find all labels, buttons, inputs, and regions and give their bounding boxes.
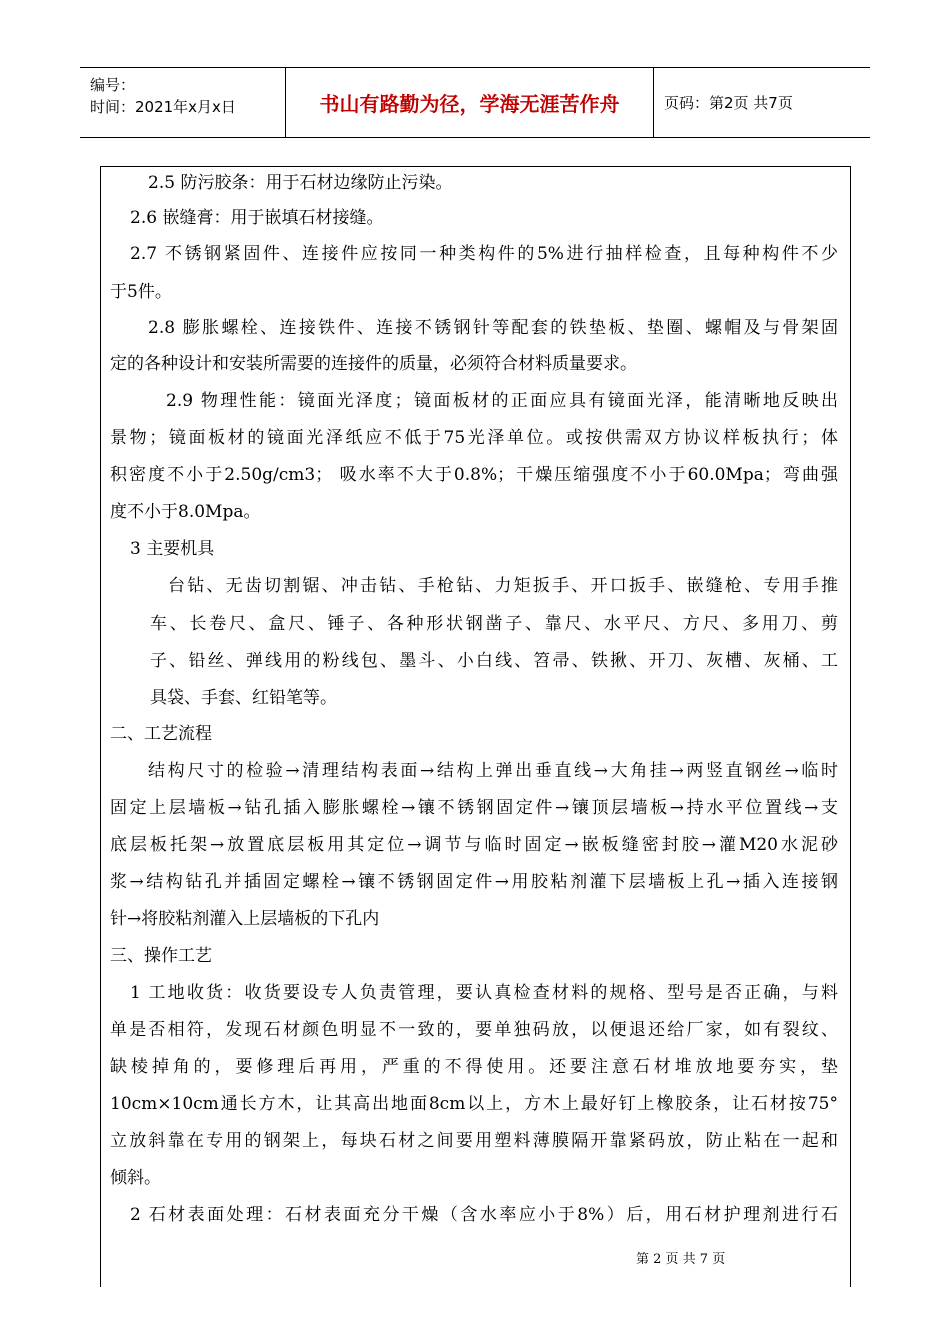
text-line: 2.7 不锈钢紧固件、连接件应按同一种类构件的5%进行抽样检查，且每种构件不少 — [130, 244, 838, 264]
text-line: 立放斜靠在专用的钢架上，每块石材之间要用塑料薄膜隔开靠紧码放，防止粘在一起和 — [110, 1131, 838, 1151]
section-heading: 二、工艺流程 — [110, 724, 212, 744]
text-line: 底层板托架→放置底层板用其定位→调节与临时固定→嵌板缝密封胶→灌M20水泥砂 — [110, 835, 838, 855]
text-line: 结构尺寸的检验→清理结构表面→结构上弹出垂直线→大角挂→两竖直钢丝→临时 — [148, 761, 838, 781]
text-line: 倾斜。 — [110, 1168, 161, 1188]
text-line: 2 石材表面处理：石材表面充分干燥（含水率应小于8%）后，用石材护理剂进行石 — [130, 1205, 838, 1225]
text-line: 2.6 嵌缝膏：用于嵌填石材接缝。 — [130, 208, 384, 228]
text-line: 缺棱掉角的，要修理后再用，严重的不得使用。还要注意石材堆放地要夯实，垫 — [110, 1057, 838, 1077]
section-heading: 三、操作工艺 — [110, 946, 212, 966]
text-line: 1 工地收货：收货要设专人负责管理，要认真检查材料的规格、型号是否正确，与料 — [130, 983, 838, 1003]
text-line: 2.9 物理性能：镜面光泽度；镜面板材的正面应具有镜面光泽，能清晰地反映出 — [166, 391, 838, 411]
text-line: 2.5 防污胶条：用于石材边缘防止污染。 — [148, 173, 453, 193]
text-line: 度不小于8.0Mpa。 — [110, 502, 261, 522]
text-line: 积密度不小于2.50g/cm3； 吸水率不大于0.8%；干燥压缩强度不小于60.0Mpa；弯曲强 — [110, 465, 838, 485]
header-table — [80, 67, 870, 138]
page-indicator: 页码：第2页 共7页 — [664, 94, 793, 112]
text-line: 于5件。 — [110, 282, 172, 302]
text-line: 子、铅丝、弹线用的粉线包、墨斗、小白线、笤帚、铁揪、开刀、灰槽、灰桶、工 — [150, 651, 838, 671]
header-meta — [90, 74, 280, 130]
header-divider — [653, 68, 654, 137]
text-line: 车、长卷尺、盒尺、锤子、各种形状钢凿子、靠尺、水平尺、方尺、多用刀、剪 — [150, 614, 838, 634]
page-footer: 第 2 页 共 7 页 — [636, 1252, 726, 1267]
text-line: 针→将胶粘剂灌入上层墙板的下孔内 — [110, 909, 380, 929]
text-line: 浆→结构钻孔并插固定螺栓→镶不锈钢固定件→用胶粘剂灌下层墙板上孔→插入连接钢 — [110, 872, 838, 892]
text-line: 单是否相符，发现石材颜色明显不一致的，要单独码放，以便退还给厂家，如有裂纹、 — [110, 1020, 838, 1040]
text-line: 10cm×10cm通长方木，让其高出地面8cm以上，方木上最好钉上橡胶条，让石材按75° — [110, 1094, 838, 1114]
text-line: 台钻、无齿切割锯、冲击钻、手枪钻、力矩扳手、开口扳手、嵌缝枪、专用手推 — [168, 576, 838, 596]
section-heading: 3 主要机具 — [130, 539, 215, 559]
text-line: 2.8 膨胀螺栓、连接铁件、连接不锈钢针等配套的铁垫板、垫圈、螺帽及与骨架固 — [148, 318, 838, 338]
text-line: 具袋、手套、红铅笔等。 — [150, 688, 337, 708]
header-motto: 书山有路勤为径，学海无涯苦作舟 — [319, 92, 620, 116]
number-label: 编号： — [90, 76, 136, 94]
time-label: 时间：2021年x月x日 — [90, 98, 236, 116]
text-line: 景物；镜面板材的镜面光泽纸应不低于75光泽单位。或按供需双方协议样板执行；体 — [110, 428, 838, 448]
text-line: 固定上层墙板→钻孔插入膨胀螺栓→镶不锈钢固定件→镶顶层墙板→持水平位置线→支 — [110, 798, 838, 818]
text-line: 定的各种设计和安装所需要的连接件的质量，必须符合材料质量要求。 — [110, 354, 637, 374]
